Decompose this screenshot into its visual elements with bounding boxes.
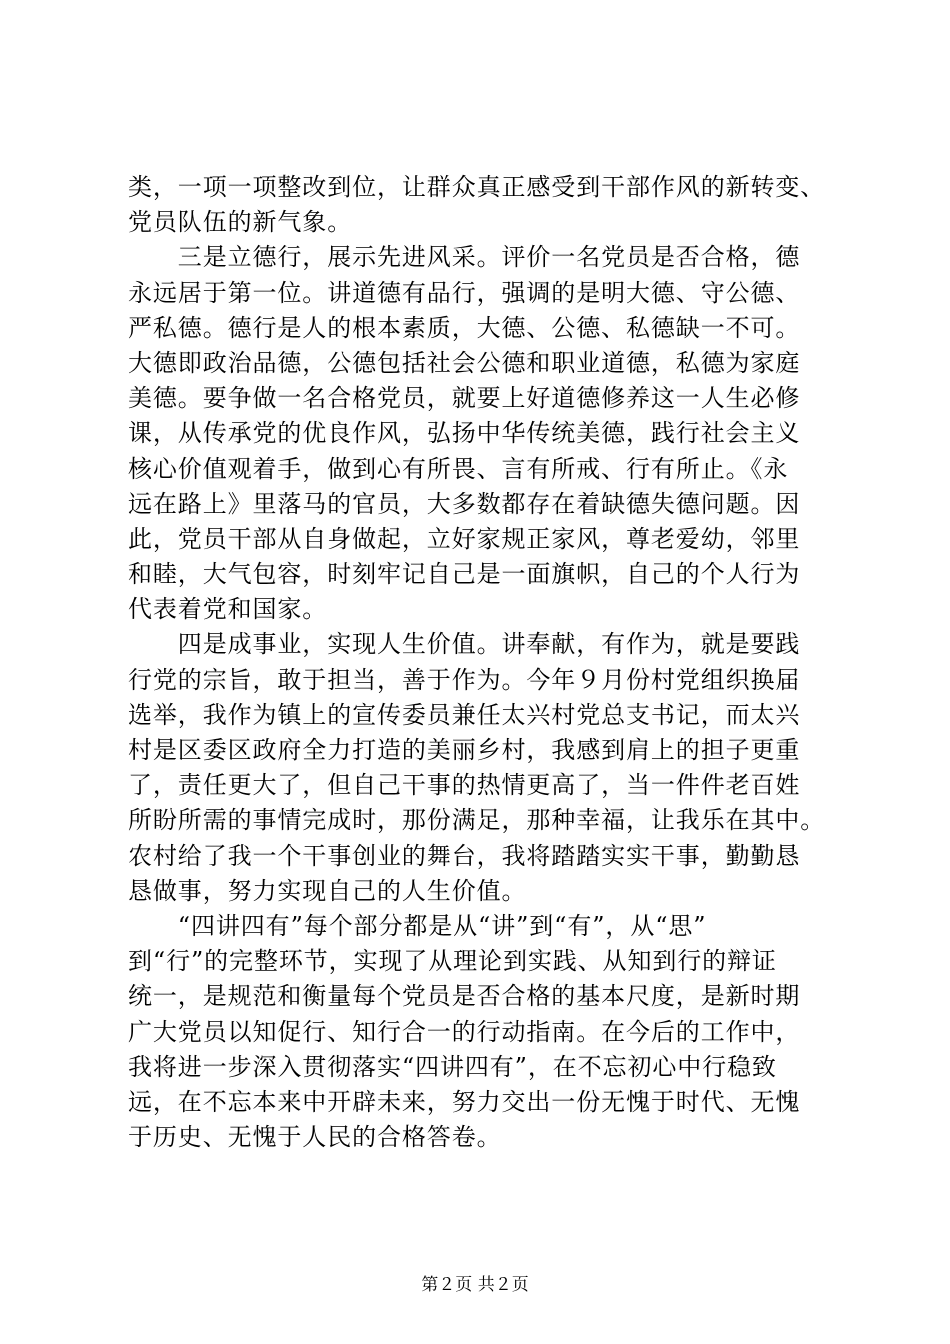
text-line: 恳做事，努力实现自己的人生价值。 [128, 876, 527, 905]
text-line: 选举，我作为镇上的宣传委员兼任太兴村党总支书记，而太兴 [128, 700, 801, 729]
text-line: 到“行”的完整环节，实现了从理论到实践、从知到行的辩证 [128, 947, 777, 976]
page-number-footer: 第２页 共２页 [421, 1275, 529, 1295]
text-line: 和睦，大气包容，时刻牢记自己是一面旗帜，自己的个人行为 [128, 560, 801, 589]
text-line: 课，从传承党的优良作风，弘扬中华传统美德，践行社会主义 [128, 419, 801, 448]
text-line: 远在路上》里落马的官员，大多数都存在着缺德失德问题。因 [128, 489, 801, 518]
text-line: 代表着党和国家。 [128, 595, 328, 624]
text-line: 了，责任更大了，但自己干事的热情更高了，当一件件老百姓 [128, 771, 801, 800]
text-line: 远，在不忘本来中开辟未来，努力交出一份无愧于时代、无愧 [128, 1087, 801, 1116]
text-line: 此，党员干部从自身做起，立好家规正家风，尊老爱幼，邻里 [128, 524, 801, 553]
paragraph-start-line: 四是成事业，实现人生价值。讲奉献，有作为，就是要践 [128, 630, 801, 659]
text-line: 美德。要争做一名合格党员，就要上好道德修养这一人生必修 [128, 384, 801, 413]
paragraph-start-line: 三是立德行，展示先进风采。评价一名党员是否合格，德 [128, 243, 801, 272]
text-line: 所盼所需的事情完成时，那份满足，那种幸福，让我乐在其中。 [128, 806, 826, 835]
text-line: 于历史、无愧于人民的合格答卷。 [128, 1123, 502, 1152]
paragraph-start-line: “四讲四有”每个部分都是从“讲”到“有”，从“思” [128, 911, 707, 940]
text-line: 党员队伍的新气象。 [128, 208, 353, 237]
text-line: 永远居于第一位。讲道德有品行，强调的是明大德、守公德、 [128, 278, 801, 307]
text-line: 广大党员以知促行、知行合一的行动指南。在今后的工作中， [128, 1017, 801, 1046]
text-line: 统一，是规范和衡量每个党员是否合格的基本尺度，是新时期 [128, 982, 801, 1011]
text-line: 村是区委区政府全力打造的美丽乡村，我感到肩上的担子更重 [128, 736, 801, 764]
document-body [128, 170, 830, 1155]
text-line: 我将进一步深入贯彻落实“四讲四有”，在不忘初心中行稳致 [128, 1052, 777, 1081]
text-line: 大德即政治品德，公德包括社会公德和职业道德，私德为家庭 [128, 348, 801, 377]
text-line: 农村给了我一个干事创业的舞台，我将踏踏实实干事，勤勤恳 [128, 841, 801, 870]
text-line: 类，一项一项整改到位，让群众真正感受到干部作风的新转变、 [128, 173, 826, 201]
text-line: 严私德。德行是人的根本素质，大德、公德、私德缺一不可。 [128, 313, 801, 342]
text-line: 行党的宗旨，敢于担当，善于作为。今年９月份村党组织换届 [128, 665, 801, 694]
text-line: 核心价值观着手，做到心有所畏、言有所戒、行有所止。《永 [128, 454, 789, 483]
